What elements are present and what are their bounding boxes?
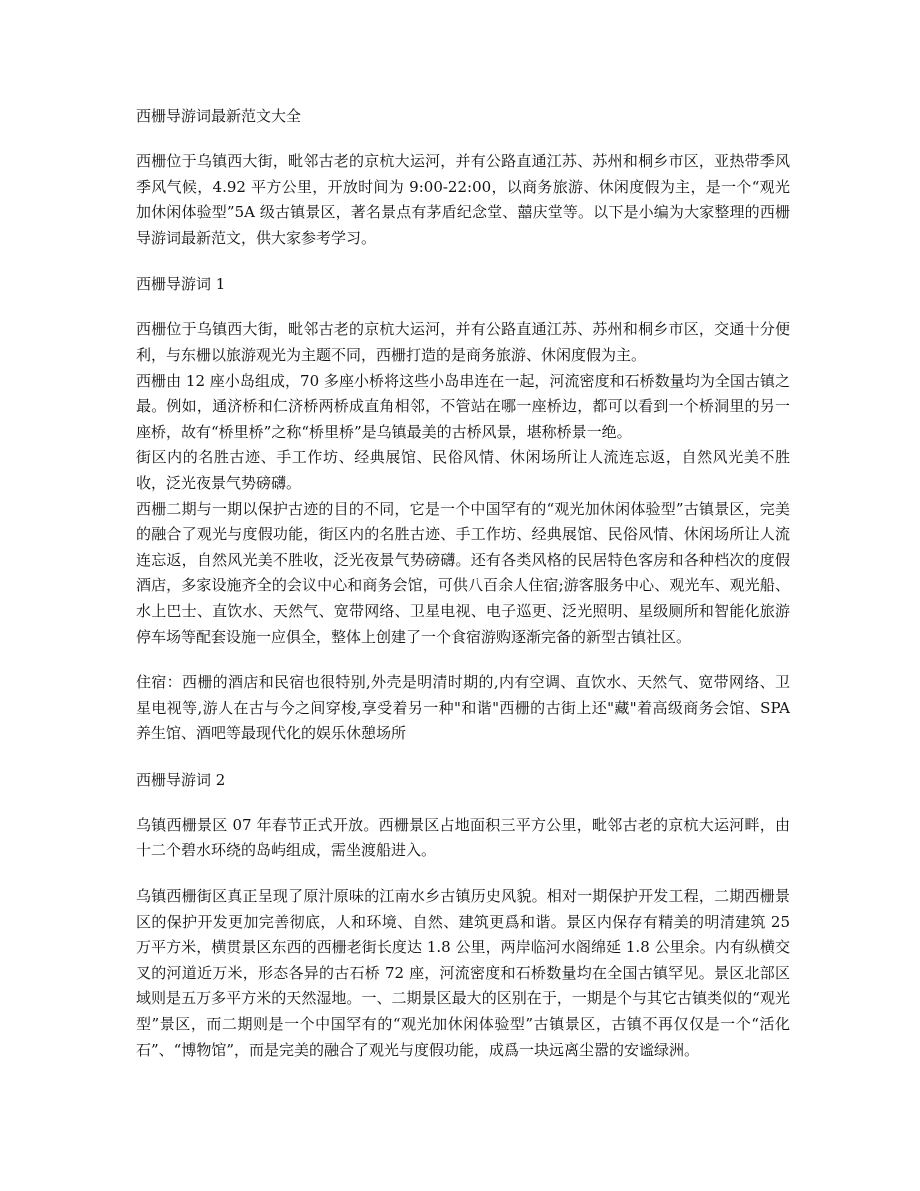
section-1-paragraph-3: 街区内的名胜古迹、手工作坊、经典展馆、民俗风情、休闲场所让人流连忘返，自然风光美不胜收，泛光夜景气势磅礴。: [136, 448, 790, 492]
section-1-paragraph-4: 西栅二期与一期以保护古迹的目的不同，它是一个中国罕有的“观光加休闲体验型”古镇景区，完美的融合了观光与度假功能，街区内的名胜古迹、手工作坊、经典展馆、民俗风情、休闲场所让人流连忘返，自然风光美不胜收，泛光夜景气势磅礴。还有各类风格的民居特色客房和各种档次的度假酒店，多家设施齐全的会议中心和商务会馆，可供八百余人住宿;游客服务中心、观光车、观光船、水上巴士、直饮水、天然气、宽带网络、卫星电视、电子巡更、泛光照明、星级厕所和智能化旅游停车场等配套设施一应俱全，整体上创建了一个食宿游购逐渐完备的新型古镇社区。: [136, 499, 790, 646]
document-page: [136, 103, 790, 1063]
section-2-paragraph-1: 乌镇西栅景区 07 年春节正式开放。西栅景区占地面积三平方公里，毗邻古老的京杭大运河畔，由十二个碧水环绕的岛屿组成，需坐渡船进入。: [136, 815, 790, 860]
section-2-heading: 西栅导游词 2: [136, 770, 226, 789]
section-2-paragraph-2: 乌镇西栅街区真正呈现了原汁原味的江南水乡古镇历史风貌。相对一期保护开发工程，二期西栅景区的保护开发更加完善彻底，人和环境、自然、建筑更爲和谐。景区内保存有精美的明清建筑 25 万平方米，横贯景区东西的西栅老街长度达 1.8 公里，两岸临河水阁绵延 1.8 公里余。内有纵横交叉的河道近万米，形态各异的古石桥 72 座，河流密度和石桥数量均在全国古镇罕见。景区北部区域则是五万多平方米的天然湿地。一、二期景区最大的区别在于，一期是个与其它古镇类似的“观光型”景区，而二期则是一个中国罕有的“观光加休闲体验型”古镇景区，古镇不再仅仅是一个“活化石”、“博物馆”，而是完美的融合了观光与度假功能，成爲一块远离尘嚣的安谧绿洲。: [136, 887, 790, 1059]
document-title: 西栅导游词最新范文大全: [136, 107, 302, 125]
section-1-paragraph-2: 西栅由 12 座小岛组成，70 多座小桥将这些小岛串连在一起，河流密度和石桥数量均为全国古镇之最。例如，通济桥和仁济桥两桥成直角相邻，不管站在哪一座桥边，都可以看到一个桥洞里的另一座桥，故有“桥里桥”之称“桥里桥”是乌镇最美的古桥风景，堪称桥景一绝。: [136, 371, 790, 441]
section-1-paragraph-1: 西栅位于乌镇西大街，毗邻古老的京杭大运河，并有公路直通江苏、苏州和桐乡市区，交通十分便利，与东栅以旅游观光为主题不同，西栅打造的是商务旅游、休闲度假为主。: [136, 320, 790, 364]
section-1-paragraph-5: 住宿：西栅的酒店和民宿也很特别,外壳是明清时期的,内有空调、直饮水、天然气、宽带网络、卫星电视等,游人在古与今之间穿梭,享受着另一种"和谐"西栅的古街上还"藏"着高级商务会馆、SPA 养生馆、酒吧等最现代化的娱乐休憩场所: [136, 673, 790, 743]
section-1-heading: 西栅导游词 1: [136, 275, 226, 294]
intro-paragraph: 西栅位于乌镇西大街，毗邻古老的京杭大运河，并有公路直通江苏、苏州和桐乡市区，亚热带季风季风气候，4.92 平方公里，开放时间为 9:00-22:00，以商务旅游、休闲度假为主，是一个“观光加休闲体验型”5A 级古镇景区，著名景点有茅盾纪念堂、囍庆堂等。以下是小编为大家整理的西栅导游词最新范文，供大家参考学习。: [136, 152, 790, 247]
